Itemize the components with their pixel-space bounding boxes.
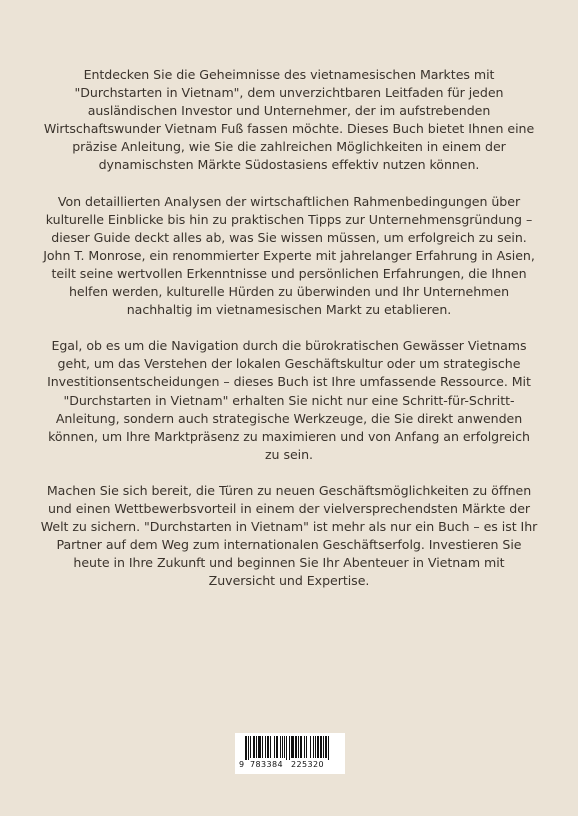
barcode-bar: [289, 736, 290, 760]
barcode-bar: [310, 736, 311, 758]
barcode-bar: [253, 736, 255, 758]
barcode-bar: [328, 736, 329, 760]
barcode-bar: [245, 736, 247, 760]
barcode-bar: [250, 736, 251, 758]
barcode-bar: [320, 736, 322, 758]
barcode-bar: [313, 736, 314, 758]
barcode-bar: [258, 736, 261, 758]
barcode-left-group: 783384: [250, 760, 283, 769]
barcode-bar: [300, 736, 302, 758]
barcode-bar: [270, 736, 271, 758]
barcode-bar: [262, 736, 263, 758]
barcode-bar: [325, 736, 327, 758]
isbn-barcode: [235, 733, 345, 774]
barcode-bar: [267, 736, 269, 758]
barcode-bar: [295, 736, 297, 758]
barcode-bar: [317, 736, 319, 758]
blurb-paragraph-4: Machen Sie sich bereit, die Türen zu neuen Geschäftsmöglichkeiten zu öffnen und einen Wettbewerbsvorteil in einem der vielversprechendsten Märkte der Welt zu sichern. "Durchstarten in Vietnam" ist mehr als nur ein Buch – es ist Ihr Partner auf dem Weg zum internationalen Geschäftserfolg. Investieren Sie heute in Ihre Zukunft und beginnen Sie Ihr Abenteuer in Vietnam mit Zuversicht und Expertise.: [40, 482, 538, 589]
barcode-bar: [286, 736, 287, 760]
barcode-right-group: 225320: [291, 760, 324, 769]
barcode-bar: [265, 736, 266, 758]
barcode-first-digit: 9: [239, 760, 245, 769]
barcode-bar: [304, 736, 305, 758]
barcode-bar: [248, 736, 249, 760]
blurb-paragraph-3: Egal, ob es um die Navigation durch die bürokratischen Gewässer Vietnams geht, um das Verstehen der lokalen Geschäftskultur oder um strategische Investitionsentscheidungen – dieses Buch ist Ihre umfassende Ressource. Mit "Durchstarten in Vietnam" erhalten Sie nicht nur eine Schritt-für-Schritt-Anleitung, sondern auch strategische Werkzeuge, die Sie direkt anwenden können, um Ihre Marktpräsenz zu maximieren und von Anfang an erfolgreich zu sein.: [47, 338, 531, 462]
barcode-bar: [298, 736, 299, 758]
blurb-paragraph-2: Von detaillierten Analysen der wirtschaftlichen Rahmenbedingungen über kulturelle Einblicke bis hin zu praktischen Tipps zur Unternehmensgründung – dieser Guide deckt alles ab, was Sie wissen müssen, um erfolgreich zu sein. John T. Monrose, ein renommierter Experte mit jahrelanger Erfahrung in Asien, teilt seine wertvollen Erkenntnisse und persönlichen Erfahrungen, die Ihnen helfen werden, kulturelle Hürden zu überwinden und Ihr Unternehmen nachhaltig im vietnamesischen Markt zu etablieren.: [43, 193, 535, 318]
barcode-bar: [282, 736, 283, 758]
barcode-bar: [280, 736, 281, 758]
barcode-bar: [323, 736, 324, 758]
barcode-bar: [274, 736, 275, 758]
blurb-paragraph-1: Entdecken Sie die Geheimnisse des vietnamesischen Marktes mit "Durchstarten in Vietnam", dem unverzichtbaren Leitfaden für jeden ausländischen Investor und Unternehmer, der im aufstrebenden Wirtschaftswunder Vietnam Fuß fassen möchte. Dieses Buch bietet Ihnen eine präzise Anleitung, wie Sie die zahlreichen Möglichkeiten in einem der dynamischsten Märkte Südostasiens effektiv nutzen können.: [43, 67, 535, 173]
barcode-bar: [256, 736, 257, 758]
blurb-text: [40, 66, 538, 608]
barcode-bar: [291, 736, 294, 758]
barcode-bar: [284, 736, 285, 758]
barcode-bar: [276, 736, 278, 758]
barcode-bars: [239, 736, 341, 760]
barcode-bar: [315, 736, 316, 758]
barcode-bar: [306, 736, 307, 758]
